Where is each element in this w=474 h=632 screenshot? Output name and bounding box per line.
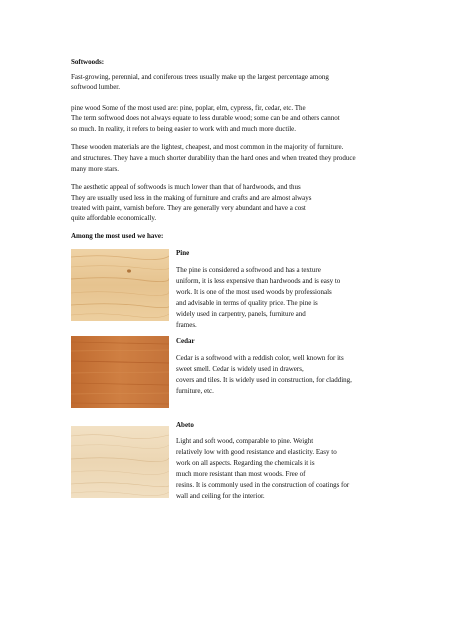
paragraph-4-line-4: quite affordable economically.	[71, 214, 157, 222]
pine-line-6: frames.	[176, 321, 197, 329]
abeto-line-5: resins. It is commonly used in the construction of coatings for	[176, 481, 350, 489]
paragraph-2-line-2: The term softwood does not always equate to less durable wood; some can be and others cannot	[71, 114, 340, 122]
cedar-title: Cedar	[176, 337, 195, 345]
pine-line-4: and advisable in terms of quality price. The pine is	[176, 299, 318, 307]
paragraph-4-line-3: treated with paint, varnish before. They are generally very abundant and have a cost	[71, 204, 306, 212]
paragraph-1-line-2: softwood lumber.	[71, 83, 120, 91]
paragraph-4-line-1: The aesthetic appeal of softwoods is much lower than that of hardwoods, and thus	[71, 183, 301, 191]
cedar-wood-image	[71, 336, 169, 408]
list-subheading: Among the most used we have:	[71, 232, 164, 240]
section-heading: Softwoods:	[71, 58, 105, 66]
paragraph-3-line-2: and structures. They have a much shorter durability than the hard ones and when treated they produce	[71, 154, 356, 162]
pine-wood-image	[71, 249, 169, 321]
abeto-line-6: wall and ceiling for the interior.	[176, 492, 265, 500]
pine-line-3: work. It is one of the most used woods by professionals	[176, 288, 332, 296]
paragraph-3-line-3: many more stars.	[71, 165, 120, 173]
abeto-title: Abeto	[176, 421, 194, 429]
paragraph-1-line-1: Fast-growing, perennial, and coniferous trees usually make up the largest percentage among	[71, 73, 329, 81]
pine-line-1: The pine is considered a softwood and has a texture	[176, 266, 321, 274]
abeto-line-1: Light and soft wood, comparable to pine. Weight	[176, 437, 314, 445]
cedar-line-3: covers and tiles. It is widely used in construction, for cladding,	[176, 376, 352, 384]
pine-line-2: uniform, it is less expensive than hardwoods and is easy to	[176, 277, 341, 285]
pine-title: Pine	[176, 249, 190, 257]
abeto-line-4: much more resistant than most woods. Free of	[176, 470, 306, 478]
paragraph-2-line-1: pine wood Some of the most used are: pine, poplar, elm, cypress, fir, cedar, etc. The	[71, 104, 306, 112]
pine-line-5: widely used in carpentry, panels, furniture and	[176, 310, 306, 318]
abeto-line-2: relatively low with good resistance and elasticity. Easy to	[176, 448, 337, 456]
abeto-wood-image	[71, 426, 169, 498]
paragraph-4-line-2: They are usually used less in the making of furniture and crafts and are almost always	[71, 194, 312, 202]
cedar-line-1: Cedar is a softwood with a reddish color, well known for its	[176, 354, 344, 362]
paragraph-3-line-1: These wooden materials are the lightest, cheapest, and most common in the majority of furniture.	[71, 143, 344, 151]
abeto-line-3: work on all aspects. Regarding the chemicals it is	[176, 459, 315, 467]
cedar-line-4: furniture, etc.	[176, 387, 214, 395]
cedar-line-2: sweet smell. Cedar is widely used in drawers,	[176, 365, 304, 373]
paragraph-2-line-3: so much. In reality, it refers to being easier to work with and much more ductile.	[71, 125, 297, 133]
